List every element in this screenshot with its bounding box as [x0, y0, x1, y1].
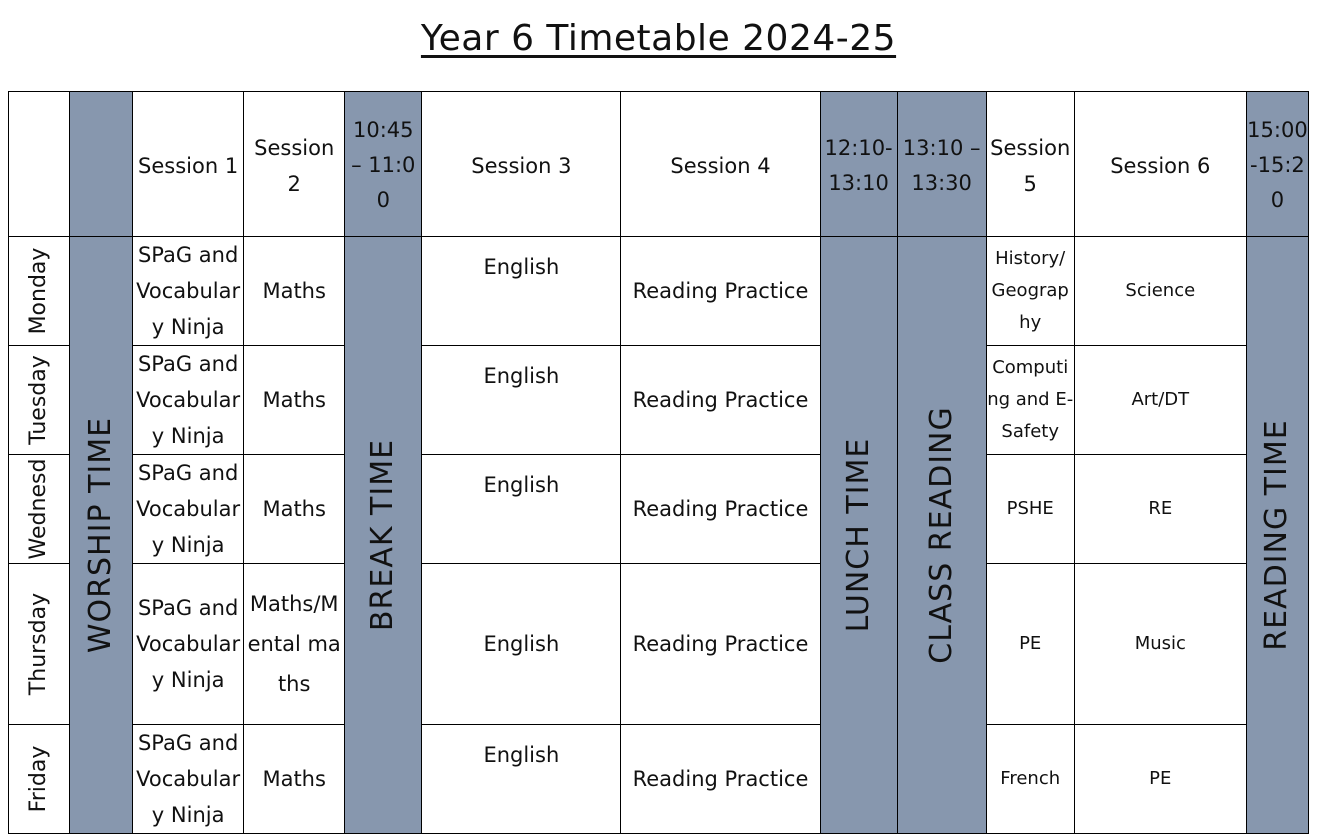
cell-session-3: English	[422, 455, 621, 564]
table-row	[9, 564, 1309, 725]
corner-cell	[9, 92, 70, 237]
header-session-4: Session 4	[621, 92, 820, 237]
day-cell: Friday	[9, 725, 70, 834]
table-row	[9, 237, 1309, 346]
cell-session-5: Computing and E-Safety	[986, 346, 1074, 455]
day-cell: Monday	[9, 237, 70, 346]
header-session-2: Session 2	[244, 92, 345, 237]
page-title: Year 6 Timetable 2024-25	[420, 18, 897, 59]
cell-session-6: Music	[1074, 564, 1246, 725]
cell-session-4: Reading Practice	[621, 455, 820, 564]
cell-session-2: Maths	[244, 455, 345, 564]
header-class-reading: 13:10 – 13:30	[897, 92, 986, 237]
table-row	[9, 455, 1309, 564]
cell-session-2: Maths	[244, 237, 345, 346]
cell-session-1: SPaG and Vocabulary Ninja	[133, 725, 244, 834]
header-session-5: Session 5	[986, 92, 1074, 237]
worship-header	[70, 92, 133, 237]
header-break-time: 10:45 – 11:00	[345, 92, 422, 237]
cell-session-6: PE	[1074, 725, 1246, 834]
lunch-time-band: LUNCH TIME	[820, 237, 897, 834]
cell-session-2: Maths	[244, 725, 345, 834]
header-row	[9, 92, 1309, 237]
cell-session-3: English	[422, 346, 621, 455]
cell-session-4: Reading Practice	[621, 564, 820, 725]
worship-time-band: WORSHIP TIME	[70, 237, 133, 834]
cell-session-2: Maths/Mental maths	[244, 564, 345, 725]
header-reading-time: 15:00-15:20	[1246, 92, 1308, 237]
cell-session-5: French	[986, 725, 1074, 834]
cell-session-5: History/ Geography	[986, 237, 1074, 346]
table-row	[9, 725, 1309, 834]
cell-session-3: English	[422, 564, 621, 725]
cell-session-5: PSHE	[986, 455, 1074, 564]
cell-session-2: Maths	[244, 346, 345, 455]
cell-session-3: English	[422, 237, 621, 346]
cell-session-4: Reading Practice	[621, 237, 820, 346]
table-row	[9, 346, 1309, 455]
cell-session-6: Art/DT	[1074, 346, 1246, 455]
day-cell: Wednesd	[9, 455, 70, 564]
cell-session-4: Reading Practice	[621, 725, 820, 834]
cell-session-1: SPaG and Vocabulary Ninja	[133, 237, 244, 346]
cell-session-1: SPaG and Vocabulary Ninja	[133, 455, 244, 564]
cell-session-6: RE	[1074, 455, 1246, 564]
header-session-3: Session 3	[422, 92, 621, 237]
cell-session-1: SPaG and Vocabulary Ninja	[133, 346, 244, 455]
class-reading-band: CLASS READING	[897, 237, 986, 834]
cell-session-4: Reading Practice	[621, 346, 820, 455]
break-time-band: BREAK TIME	[345, 237, 422, 834]
timetable	[8, 91, 1309, 834]
reading-time-band: READING TIME	[1246, 237, 1308, 834]
cell-session-3: English	[422, 725, 621, 834]
cell-session-6: Science	[1074, 237, 1246, 346]
cell-session-1: SPaG and Vocabulary Ninja	[133, 564, 244, 725]
cell-session-5: PE	[986, 564, 1074, 725]
day-cell: Thursday	[9, 564, 70, 725]
header-session-6: Session 6	[1074, 92, 1246, 237]
header-session-1: Session 1	[133, 92, 244, 237]
day-cell: Tuesday	[9, 346, 70, 455]
header-lunch-time: 12:10-13:10	[820, 92, 897, 237]
